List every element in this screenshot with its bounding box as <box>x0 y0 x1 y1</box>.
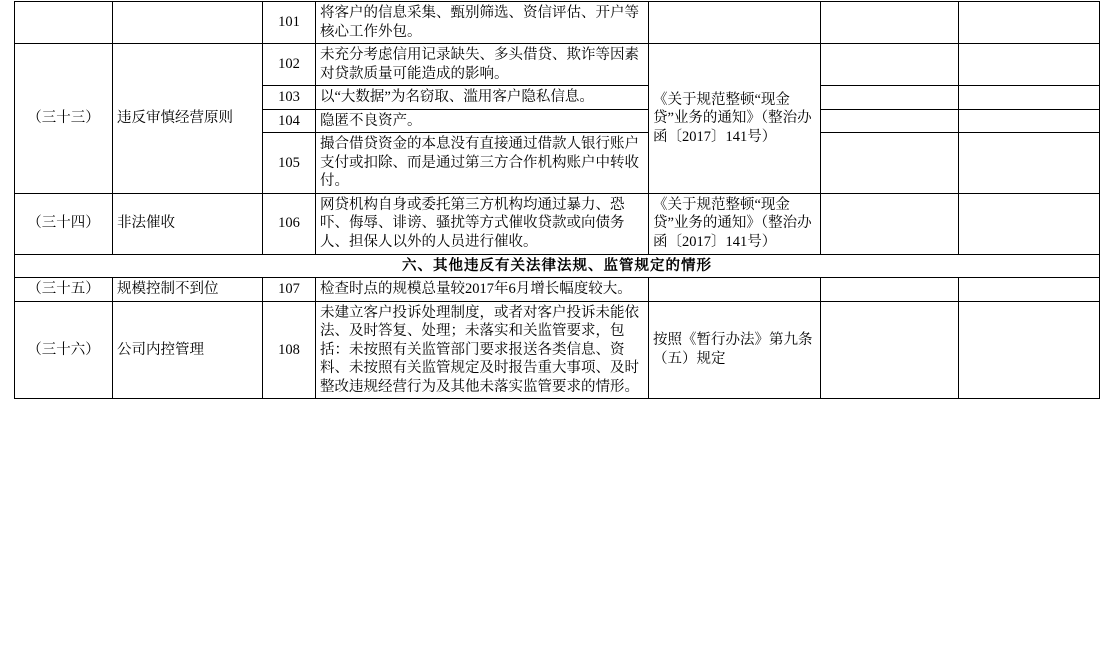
row-col7 <box>959 193 1100 254</box>
row-col7 <box>959 133 1100 194</box>
section-header-row <box>15 254 1100 278</box>
row-description: 撮合借贷资金的本息没有直接通过借款人银行账户支付或扣除、而是通过第三方合作机构账户中转收付。 <box>316 133 649 194</box>
row-number: 107 <box>263 278 316 302</box>
row-category: 规模控制不到位 <box>113 278 263 302</box>
section-title: 六、其他违反有关法律法规、监管规定的情形 <box>15 254 1100 278</box>
row-category: 违反审慎经营原则 <box>113 44 263 194</box>
row-number: 104 <box>263 109 316 133</box>
row-col6 <box>821 278 959 302</box>
row-description: 未充分考虑信用记录缺失、多头借贷、欺诈等因素对贷款质量可能造成的影响。 <box>316 44 649 86</box>
row-col7 <box>959 301 1100 399</box>
row-col6 <box>821 109 959 133</box>
row-reference: 《关于规范整顿“现金贷”业务的通知》（整治办函〔2017〕141号） <box>649 44 821 194</box>
row-description: 网贷机构自身或委托第三方机构均通过暴力、恐吓、侮辱、诽谤、骚扰等方式催收贷款或向债务人、担保人以外的人员进行催收。 <box>316 193 649 254</box>
row-number: 103 <box>263 86 316 110</box>
row-col6 <box>821 133 959 194</box>
row-reference <box>649 2 821 44</box>
row-category <box>113 2 263 44</box>
row-description: 未建立客户投诉处理制度，或者对客户投诉未能依法、及时答复、处理；未落实和关监管要求，包括：未按照有关监管部门要求报送各类信息、资料、未按照有关监管规定及时报告重大事项、及时整改违规经营行为及其他未落实监管要求的情形。 <box>316 301 649 399</box>
row-description: 以“大数据”为名窃取、滥用客户隐私信息。 <box>316 86 649 110</box>
row-number: 102 <box>263 44 316 86</box>
table-row <box>15 193 1100 254</box>
table-row <box>15 2 1100 44</box>
row-reference: 《关于规范整顿“现金贷”业务的通知》（整治办函〔2017〕141号） <box>649 193 821 254</box>
row-code <box>15 2 113 44</box>
row-number: 105 <box>263 133 316 194</box>
row-number: 101 <box>263 2 316 44</box>
table-row <box>15 278 1100 302</box>
table-row <box>15 44 1100 86</box>
row-col7 <box>959 109 1100 133</box>
row-description: 将客户的信息采集、甄别筛选、资信评估、开户等核心工作外包。 <box>316 2 649 44</box>
row-code: （三十五） <box>15 278 113 302</box>
row-col6 <box>821 193 959 254</box>
row-col7 <box>959 44 1100 86</box>
row-code: （三十六） <box>15 301 113 399</box>
row-col7 <box>959 86 1100 110</box>
row-reference <box>649 278 821 302</box>
row-description: 隐匿不良资产。 <box>316 109 649 133</box>
row-col7 <box>959 2 1100 44</box>
table-row <box>15 301 1100 399</box>
row-reference: 按照《暂行办法》第九条（五）规定 <box>649 301 821 399</box>
row-code: （三十三） <box>15 44 113 194</box>
row-col6 <box>821 2 959 44</box>
row-category: 公司内控管理 <box>113 301 263 399</box>
row-col6 <box>821 44 959 86</box>
compliance-checklist-table <box>14 1 1100 399</box>
row-number: 106 <box>263 193 316 254</box>
row-description: 检查时点的规模总量较2017年6月增长幅度较大。 <box>316 278 649 302</box>
row-code: （三十四） <box>15 193 113 254</box>
row-category: 非法催收 <box>113 193 263 254</box>
row-number: 108 <box>263 301 316 399</box>
row-col6 <box>821 301 959 399</box>
row-col7 <box>959 278 1100 302</box>
row-col6 <box>821 86 959 110</box>
